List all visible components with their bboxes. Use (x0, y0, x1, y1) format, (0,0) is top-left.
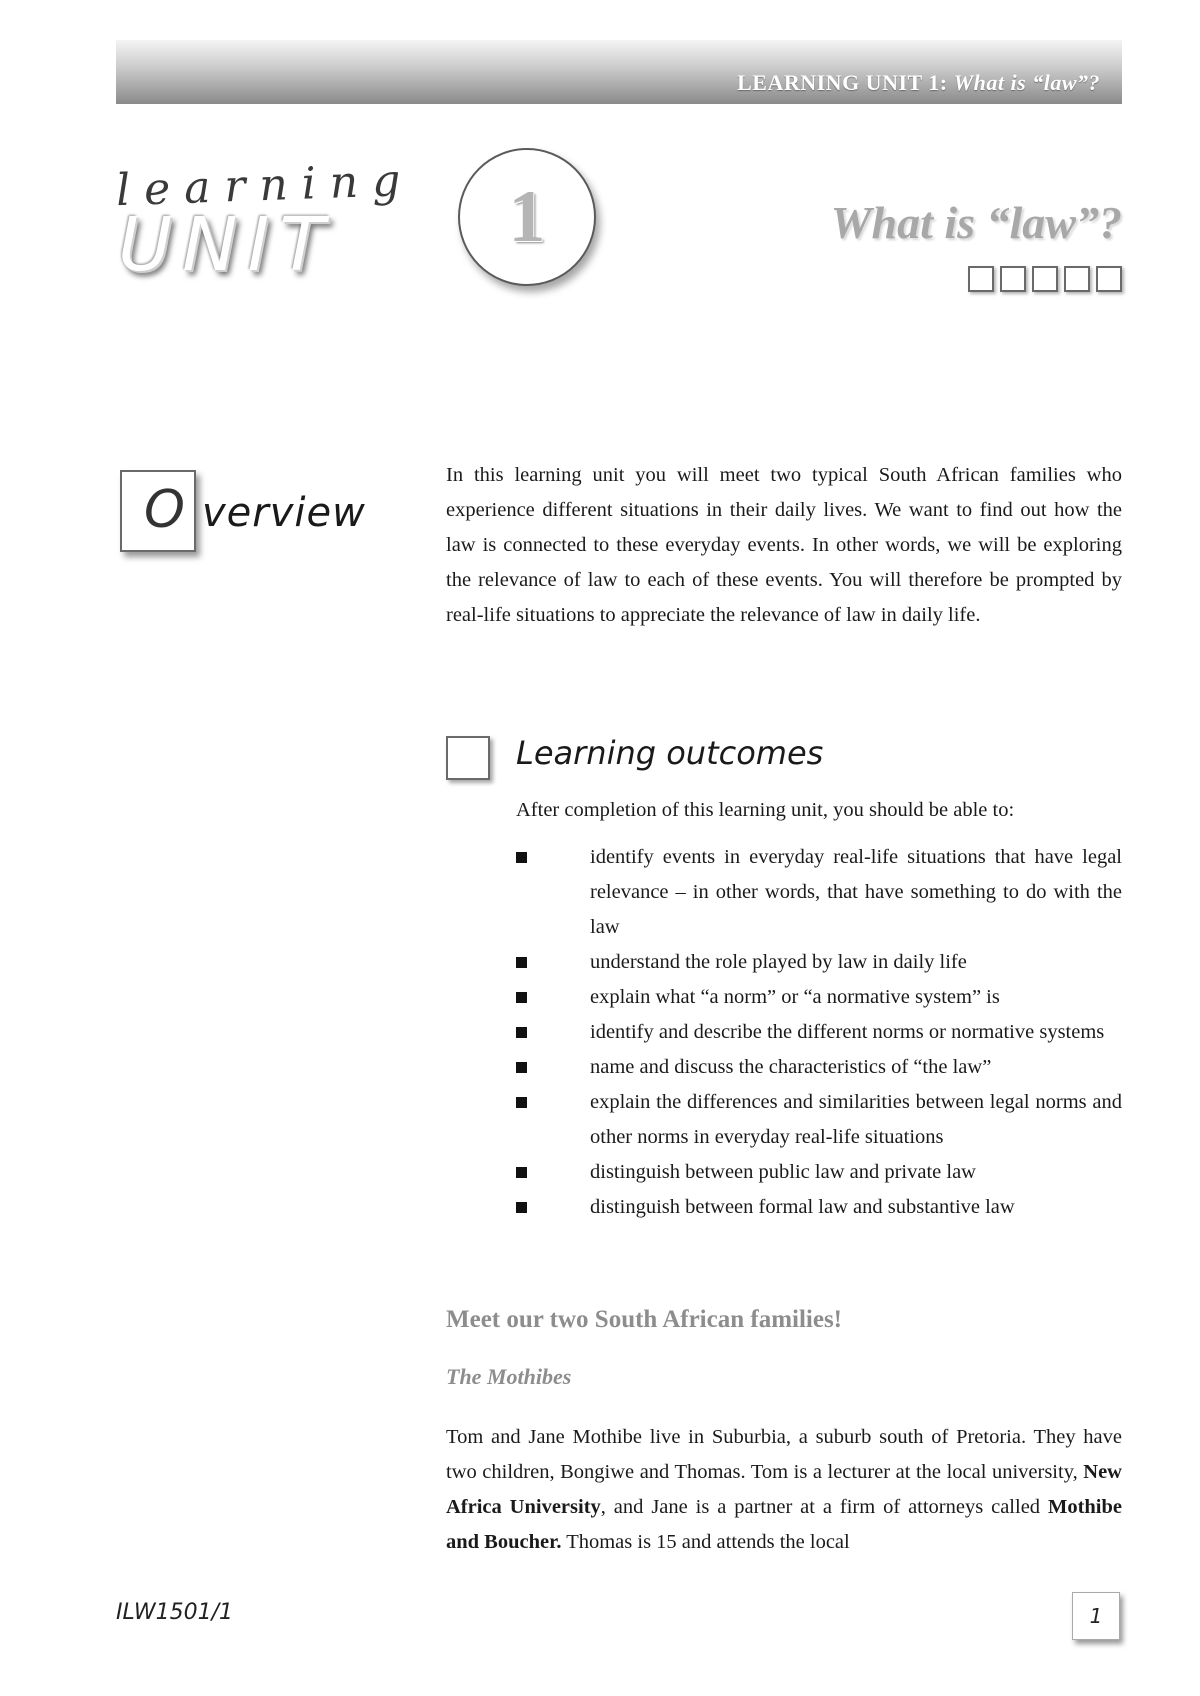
square-bullet-icon (516, 1097, 527, 1108)
decoration-box (1096, 266, 1122, 292)
outcome-text: distinguish between public law and private law (590, 1161, 976, 1183)
paragraph-text: , and Jane is a partner at a firm of attorneys called (600, 1496, 1048, 1518)
unit-number-circle (458, 148, 596, 286)
square-bullet-icon (516, 1027, 527, 1038)
list-item (516, 1015, 1122, 1050)
section-heading: Meet our two South African families! (446, 1306, 843, 1333)
paragraph-text: Tom and Jane Mothibe live in Suburbia, a suburb south of Pretoria. They have two children, Bongiwe and Thomas. Tom is a lecturer at the local university, (446, 1426, 1122, 1483)
decoration-box (1032, 266, 1058, 292)
list-item (516, 1190, 1122, 1225)
outcome-text: distinguish between formal law and substantive law (590, 1196, 1015, 1218)
paragraph-text: Thomas is 15 and attends the local (561, 1531, 850, 1553)
square-bullet-icon (516, 992, 527, 1003)
page-number-box (1072, 1592, 1120, 1640)
learning-outcomes-list (516, 840, 1122, 1225)
learning-unit-logo-unit: UNIT (118, 202, 335, 288)
subsection-heading: The Mothibes (446, 1364, 572, 1389)
outcome-text: identify events in everyday real-life situations that have legal relevance – in other words, that have something to do with the law (590, 846, 1122, 938)
header-banner (116, 40, 1122, 104)
square-bullet-icon (516, 1167, 527, 1178)
list-item (516, 1155, 1122, 1190)
learning-unit-logo (115, 154, 416, 290)
decoration-box (1064, 266, 1090, 292)
list-item (516, 980, 1122, 1015)
running-header-title: What is “law”? (953, 70, 1100, 95)
title-decoration-boxes (968, 266, 1122, 292)
module-code: ILW1501/1 (116, 1600, 234, 1625)
outcome-text: explain the differences and similarities between legal norms and other norms in everyday real-life situations (590, 1091, 1122, 1148)
list-item (516, 945, 1122, 980)
list-item (516, 1050, 1122, 1085)
outcome-text: explain what “a norm” or “a normative system” is (590, 986, 1000, 1008)
decoration-box (1000, 266, 1026, 292)
running-header-prefix: LEARNING UNIT 1: (737, 70, 948, 95)
running-header (737, 70, 1100, 96)
learning-unit-logo-word: learning (115, 154, 416, 217)
unit-number: 1 (508, 175, 546, 258)
square-bullet-icon (516, 1062, 527, 1073)
university-name: New Africa University (446, 1461, 1122, 1518)
outcome-text: name and discuss the characteristics of “the law” (590, 1056, 992, 1078)
outcome-text: understand the role played by law in daily life (590, 951, 967, 973)
page-number: 1 (1089, 1604, 1103, 1628)
outcome-text: identify and describe the different norms or normative systems (590, 1021, 1105, 1043)
overview-heading-text: verview (202, 490, 366, 536)
square-bullet-icon (516, 957, 527, 968)
overview-heading (116, 470, 386, 550)
learning-outcomes-intro: After completion of this learning unit, you should be able to: (516, 799, 1015, 821)
learning-outcomes-heading (446, 730, 1122, 790)
square-bullet-icon (516, 852, 527, 863)
unit-title: What is “law”? (830, 197, 1122, 248)
square-bullet-icon (516, 1202, 527, 1213)
mothibes-paragraph (446, 1420, 1122, 1560)
overview-icon-box (120, 470, 196, 552)
learning-outcomes-title: Learning outcomes (516, 734, 824, 772)
firm-name: Mothibe and Boucher. (446, 1496, 1122, 1553)
list-item (516, 1085, 1122, 1155)
overview-paragraph: In this learning unit you will meet two typical South African families who experience different situations in their daily lives. We want to find out how the law is connected to these everyday events. In other words, we will be exploring the relevance of law to each of these events. You will therefore be prompted by real-life situations to appreciate the relevance of law in daily life. (446, 464, 1122, 626)
overview-heading-letter: O (144, 480, 185, 540)
list-item (516, 840, 1122, 945)
learning-outcomes-icon-box (446, 736, 490, 780)
decoration-box (968, 266, 994, 292)
